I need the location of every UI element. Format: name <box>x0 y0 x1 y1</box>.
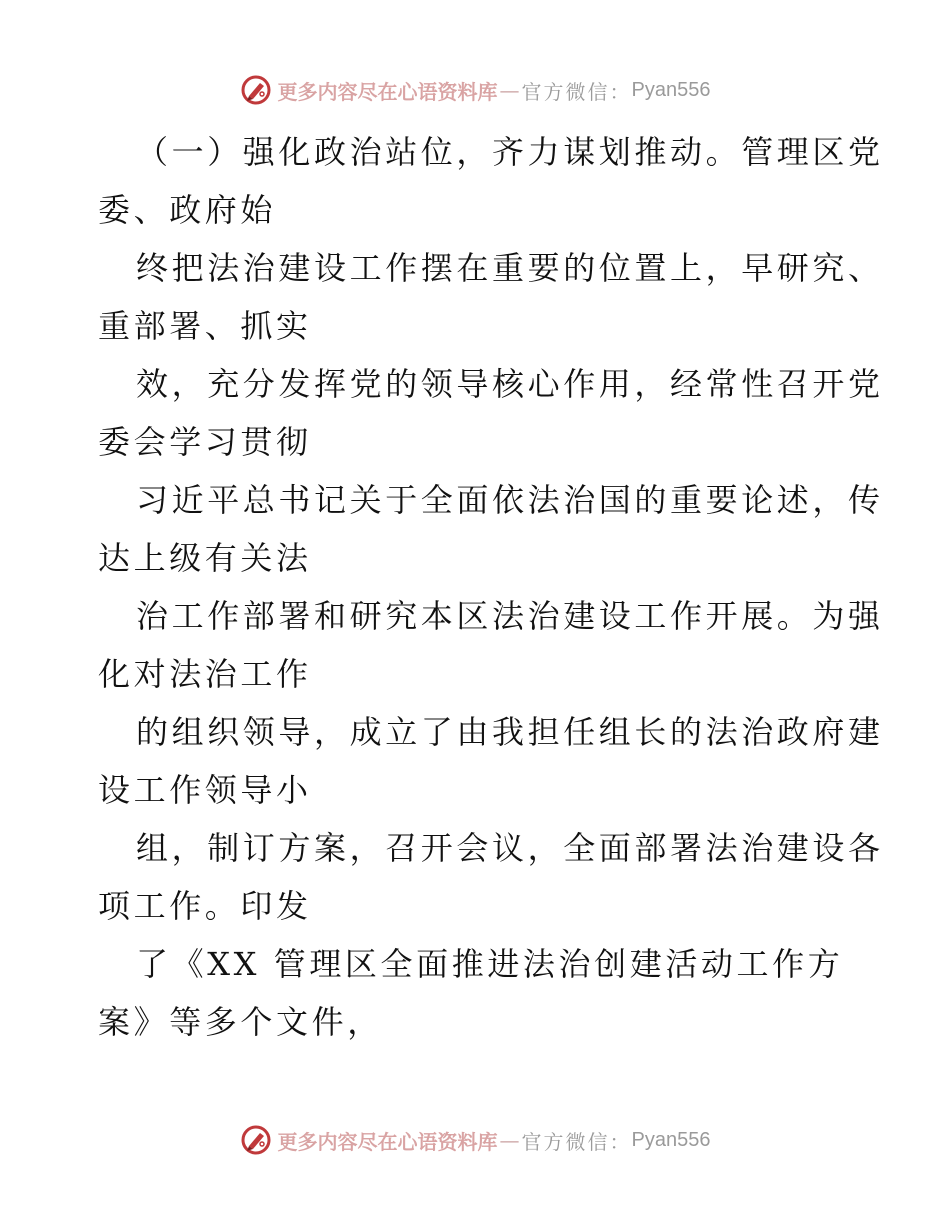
footer-watermark <box>0 1120 950 1160</box>
body-line: 效，充分发挥党的领导核心作用，经常性召开党 <box>136 365 884 403</box>
body-line: 委、政府始 <box>98 191 277 229</box>
watermark-wechat-id: Pyan556 <box>631 1128 711 1151</box>
body-line: 设工作领导小 <box>98 771 312 809</box>
body-line: 项工作。印发 <box>98 887 312 925</box>
document-body <box>98 123 884 1051</box>
body-line: 了《XX 管理区全面推进法治创建活动工作方 <box>136 945 844 983</box>
watermark-official-label: 官方微信： <box>521 79 632 104</box>
body-line: 达上级有关法 <box>98 539 312 577</box>
body-line: 习近平总书记关于全面依法治国的重要论述，传 <box>136 481 884 519</box>
body-line: 重部署、抓实 <box>98 307 312 345</box>
body-line: 终把法治建设工作摆在重要的位置上，早研究、 <box>136 249 884 287</box>
watermark-dash: — <box>499 78 520 102</box>
body-line: 化对法治工作 <box>98 655 312 693</box>
body-line: 治工作部署和研究本区法治建设工作开展。为强 <box>136 597 884 635</box>
pen-logo-icon <box>240 1124 272 1156</box>
pen-logo-icon <box>240 74 272 106</box>
watermark-main-text: 更多内容尽在心语资料库 <box>277 1129 498 1154</box>
body-line: 的组织领导，成立了由我担任组长的法治政府建 <box>136 713 884 751</box>
body-line: （一）强化政治站位，齐力谋划推动。管理区党 <box>136 133 884 171</box>
watermark-wechat-id: Pyan556 <box>631 78 711 101</box>
body-line: 委会学习贯彻 <box>98 423 312 461</box>
watermark-main-text: 更多内容尽在心语资料库 <box>277 79 498 104</box>
body-line: 案》等多个文件， <box>98 1003 383 1041</box>
body-line: 组，制订方案，召开会议，全面部署法治建设各 <box>136 829 884 867</box>
watermark-dash: — <box>499 1128 520 1152</box>
header-watermark <box>0 70 950 110</box>
watermark-official-label: 官方微信： <box>521 1129 632 1154</box>
